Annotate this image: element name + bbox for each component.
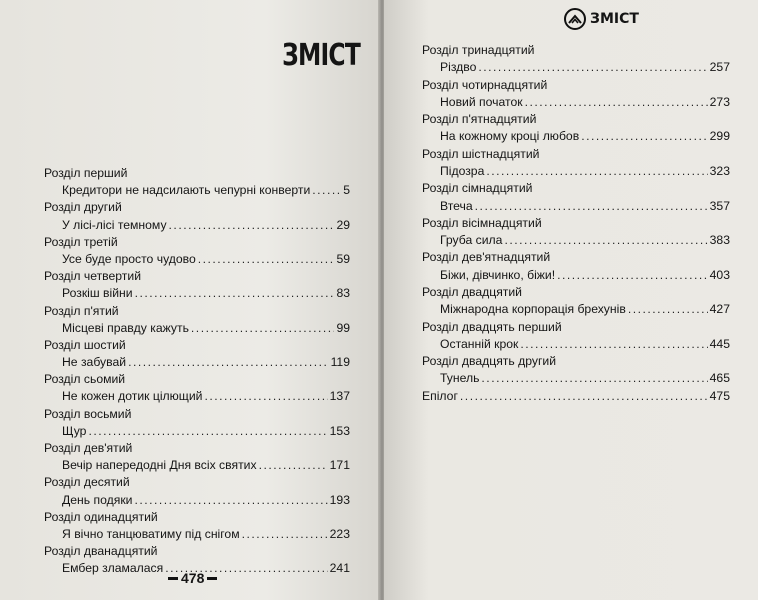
chapter-heading: Розділ чотирнадцятий bbox=[422, 77, 548, 92]
chapter-page: 357 bbox=[709, 198, 730, 213]
dot-leader bbox=[134, 492, 327, 508]
chapter-title: Кредитори не надсилають чепурні конверти bbox=[62, 183, 311, 198]
dash-right bbox=[207, 577, 217, 580]
dot-leader bbox=[525, 94, 708, 110]
chapter-page: 137 bbox=[329, 389, 350, 404]
toc-entry bbox=[44, 457, 350, 473]
toc-entry bbox=[422, 336, 730, 352]
chapter-page: 119 bbox=[330, 355, 350, 370]
chapter-page: 445 bbox=[709, 336, 730, 351]
chapter-page: 5 bbox=[343, 183, 350, 198]
chapter-heading: Розділ двадцятий bbox=[422, 284, 522, 299]
chapter-title: Тунель bbox=[440, 371, 480, 386]
dot-leader bbox=[481, 370, 707, 386]
chapter-page: 299 bbox=[709, 129, 730, 144]
toc-entry bbox=[422, 301, 730, 317]
chapter-title: День подяки bbox=[62, 492, 133, 507]
dot-leader bbox=[128, 354, 329, 370]
chapter-title: Вечір напередодні Дня всіх святих bbox=[62, 458, 257, 473]
toc-entry bbox=[422, 163, 730, 179]
toc-entry bbox=[44, 492, 350, 508]
dot-leader bbox=[628, 301, 708, 317]
toc-entry bbox=[44, 423, 350, 439]
toc-entry bbox=[44, 354, 350, 370]
chapter-title: Не кожен дотик цілющий bbox=[62, 389, 203, 404]
dot-leader bbox=[460, 388, 708, 404]
dot-leader bbox=[475, 198, 708, 214]
page-number bbox=[168, 570, 217, 586]
toc-entry bbox=[422, 370, 730, 386]
chapter-heading: Розділ дванадцятий bbox=[44, 544, 158, 559]
chapter-page: 59 bbox=[336, 251, 350, 266]
chapter-title: Щур bbox=[62, 423, 87, 438]
toc-entry bbox=[422, 128, 730, 144]
page-number-value: 478 bbox=[181, 570, 205, 586]
dot-leader bbox=[198, 251, 335, 267]
chapter-title: Останній крок bbox=[440, 336, 519, 351]
chapter-title: Усе буде просто чудово bbox=[62, 251, 196, 266]
dot-leader bbox=[259, 457, 328, 473]
chapter-page: 171 bbox=[329, 458, 350, 473]
dot-leader bbox=[242, 526, 328, 542]
dash-left bbox=[168, 577, 178, 580]
epilogue-page: 475 bbox=[709, 388, 730, 403]
chapter-page: 465 bbox=[709, 371, 730, 386]
running-header bbox=[564, 8, 639, 30]
chapter-page: 323 bbox=[709, 163, 730, 178]
chapter-title: Міжнародна корпорація брехунів bbox=[440, 302, 626, 317]
toc-entry bbox=[422, 267, 730, 283]
chapter-title: На кожному кроці любов bbox=[440, 129, 580, 144]
chapter-title: Втеча bbox=[440, 198, 473, 213]
chapter-heading: Розділ двадцять перший bbox=[422, 319, 562, 334]
dot-leader bbox=[520, 336, 707, 352]
toc-list-left bbox=[44, 165, 350, 578]
chapter-heading: Розділ сьомий bbox=[44, 372, 126, 387]
chapter-page: 403 bbox=[709, 267, 730, 282]
toc-entry bbox=[44, 526, 350, 542]
chapter-page: 383 bbox=[709, 233, 730, 248]
chapter-heading: Розділ сімнадцятий bbox=[422, 181, 533, 196]
chapter-page: 241 bbox=[329, 561, 350, 576]
dot-leader bbox=[191, 320, 335, 336]
chapter-heading: Розділ десятий bbox=[44, 475, 130, 490]
epilogue-title: Епілог bbox=[422, 388, 458, 403]
chapter-title: Різдво bbox=[440, 60, 477, 75]
chapter-page: 223 bbox=[329, 526, 350, 541]
chapter-title: Новий початок bbox=[440, 94, 523, 109]
chapter-title: Груба сила bbox=[440, 233, 503, 248]
dot-leader bbox=[504, 232, 707, 248]
chapter-heading: Розділ перший bbox=[44, 166, 128, 180]
chapter-page: 99 bbox=[336, 320, 350, 335]
chapter-page: 29 bbox=[336, 217, 350, 232]
right-page bbox=[384, 0, 758, 600]
chapter-heading: Розділ одинадцятий bbox=[44, 509, 158, 524]
chapter-page: 273 bbox=[709, 94, 730, 109]
dot-leader bbox=[204, 388, 327, 404]
page-title: ЗМІСТ bbox=[282, 38, 360, 73]
chapter-title: У лісі-лісі темному bbox=[62, 217, 167, 232]
toc-entry-epilogue bbox=[422, 388, 730, 404]
toc-entry bbox=[44, 182, 350, 198]
chapter-title: Біжи, дівчинко, біжи! bbox=[440, 267, 556, 282]
chapter-page: 427 bbox=[709, 302, 730, 317]
chapter-title: Місцеві правду кажуть bbox=[62, 320, 189, 335]
chapter-title: Розкіш війни bbox=[62, 286, 133, 301]
chapter-heading: Розділ п'ятий bbox=[44, 303, 119, 318]
chapter-heading: Розділ третій bbox=[44, 234, 118, 249]
toc-entry bbox=[44, 388, 350, 404]
running-header-text: ЗМІСТ bbox=[590, 11, 639, 27]
dot-leader bbox=[486, 163, 707, 179]
chapter-heading: Розділ шостий bbox=[44, 337, 126, 352]
chapter-heading: Розділ шістнадцятий bbox=[422, 146, 540, 161]
dot-leader bbox=[88, 423, 327, 439]
chapter-page: 153 bbox=[329, 423, 350, 438]
dot-leader bbox=[135, 285, 335, 301]
mountain-circle-icon bbox=[564, 8, 586, 30]
chapter-title: Ембер зламалася bbox=[62, 561, 164, 576]
toc-list-right bbox=[422, 42, 730, 405]
chapter-title: Я вічно танцюватиму під снігом bbox=[62, 526, 240, 541]
toc-entry bbox=[422, 94, 730, 110]
chapter-page: 83 bbox=[336, 286, 350, 301]
dot-leader bbox=[312, 182, 341, 198]
chapter-heading: Розділ вісімнадцятий bbox=[422, 215, 542, 230]
chapter-heading: Розділ п'ятнадцятий bbox=[422, 112, 537, 127]
toc-entry bbox=[422, 59, 730, 75]
chapter-heading: Розділ двадцять другий bbox=[422, 354, 557, 369]
chapter-page: 193 bbox=[329, 492, 350, 507]
chapter-title: Підозра bbox=[440, 163, 485, 178]
chapter-heading: Розділ тринадцятий bbox=[422, 43, 535, 57]
toc-entry bbox=[422, 232, 730, 248]
toc-entry bbox=[44, 217, 350, 233]
chapter-heading: Розділ четвертий bbox=[44, 269, 141, 284]
chapter-page: 257 bbox=[709, 60, 730, 75]
chapter-heading: Розділ дев'ятнадцятий bbox=[422, 250, 551, 265]
chapter-heading: Розділ дев'ятий bbox=[44, 441, 133, 455]
toc-entry bbox=[422, 198, 730, 214]
dot-leader bbox=[478, 59, 707, 75]
dot-leader bbox=[557, 267, 708, 283]
dot-leader bbox=[581, 128, 707, 144]
chapter-title: Не забувай bbox=[62, 355, 127, 370]
chapter-heading: Розділ другий bbox=[44, 200, 122, 215]
dot-leader bbox=[169, 217, 335, 233]
chapter-heading: Розділ восьмий bbox=[44, 406, 132, 421]
toc-entry bbox=[44, 285, 350, 301]
toc-entry bbox=[44, 251, 350, 267]
toc-entry bbox=[44, 320, 350, 336]
